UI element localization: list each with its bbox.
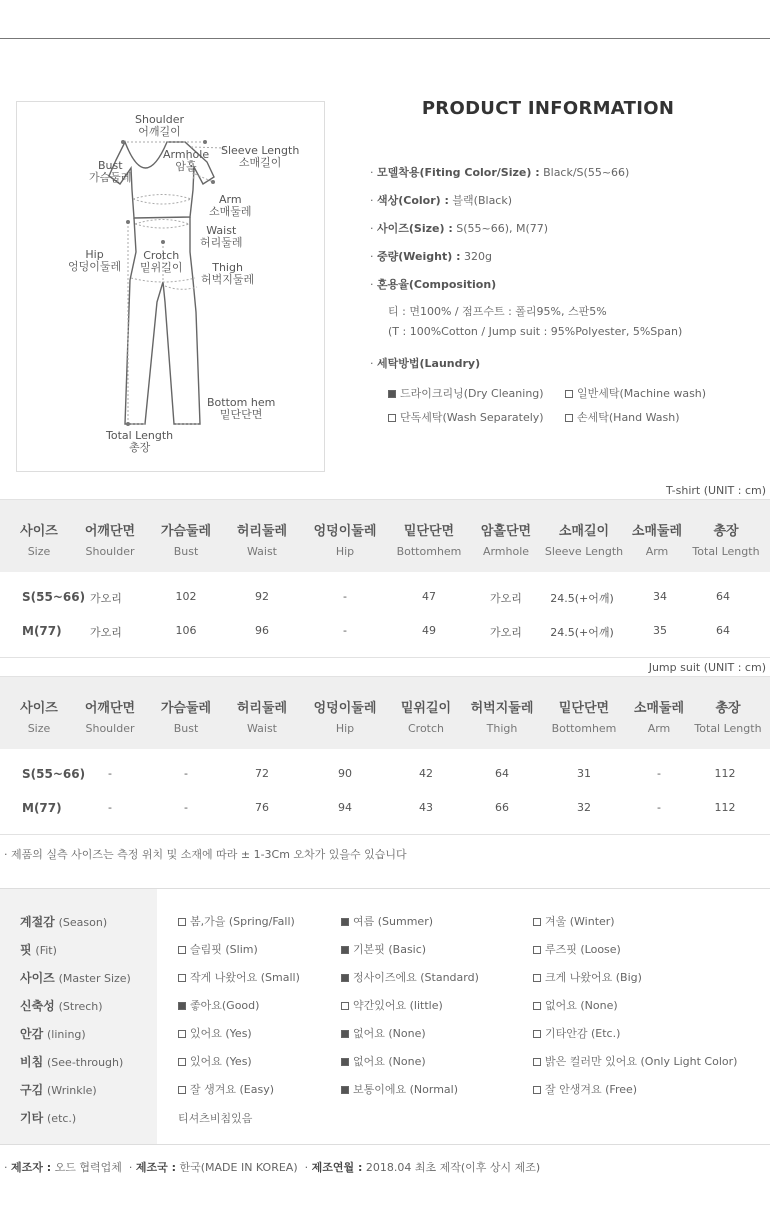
fit-option: 좋아요(Good): [178, 997, 259, 1013]
fit-option: 약간있어요 (little): [341, 997, 443, 1013]
cell: 43: [419, 801, 433, 814]
label-total-length: Total Length 총장: [106, 429, 174, 454]
cell: -: [108, 801, 112, 814]
laundry-row: · 세탁방법(Laundry): [370, 357, 481, 370]
cell: -: [343, 590, 347, 603]
fit-option: 없어요 (None): [341, 1025, 426, 1041]
checkbox-empty-icon: [341, 1002, 349, 1010]
weight-row: · 중량(Weight) : 320g: [370, 250, 492, 263]
cell: 96: [255, 624, 269, 637]
fit-option: 봄,가을 (Spring/Fall): [178, 913, 295, 929]
jumpsuit-unit-label: Jump suit (UNIT : cm): [648, 661, 766, 674]
fit-option: 크게 나왔어요 (Big): [533, 969, 642, 985]
cell: 64: [716, 624, 730, 637]
manufacturer-info: · 제조자 : 오드 협력업체 · 제조국 : 한국(MADE IN KOREA) · 제조연월 : 2018.04 최초 제작(이후 상시 제조): [4, 1161, 541, 1174]
checkbox-empty-icon: [533, 1002, 541, 1010]
cell: 31: [577, 767, 591, 780]
laundry-dry-cleaning: 드라이크리닝(Dry Cleaning): [388, 385, 544, 401]
fit-option: 겨울 (Winter): [533, 913, 615, 929]
checkbox-empty-icon: [533, 1086, 541, 1094]
checkbox-empty-icon: [533, 918, 541, 926]
fit-option: 루즈핏 (Loose): [533, 941, 621, 957]
cell: 32: [577, 801, 591, 814]
cell: 49: [422, 624, 436, 637]
cell: 64: [495, 767, 509, 780]
col-thigh: 허벅지둘레 Thigh: [470, 701, 534, 735]
cell: 106: [175, 624, 197, 637]
tshirt-unit-label: T-shirt (UNIT : cm): [665, 484, 766, 497]
size-note: · 제품의 실측 사이즈는 측정 위치 및 소재에 따라 ± 1-3Cm 오차가 있을수 있습니다: [4, 848, 407, 861]
model-fitting-row: · 모델착용(Fiting Color/Size) : Black/S(55~66): [370, 166, 630, 179]
cell: 76: [255, 801, 269, 814]
cell-size: S(55~66): [22, 590, 86, 604]
col-bust: 가슴둘레 Bust: [160, 524, 212, 558]
col-waist: 허리둘레 Waist: [236, 524, 288, 558]
fit-option: 보통이에요 (Normal): [341, 1081, 458, 1097]
col-total-length: 총장 Total Length: [694, 701, 762, 735]
cell: 66: [495, 801, 509, 814]
tshirt-table-header: [0, 500, 770, 572]
cell: -: [108, 767, 112, 780]
fit-option: 기본핏 (Basic): [341, 941, 426, 957]
fit-option: 정사이즈에요 (Standard): [341, 969, 479, 985]
checkbox-empty-icon: [565, 414, 573, 422]
fit-etc-text: 티셔츠비침있음: [178, 1112, 253, 1125]
label-thigh: Thigh 허벅지둘레: [201, 261, 255, 286]
col-total-length: 총장 Total Length: [692, 524, 760, 558]
cell: 64: [716, 590, 730, 603]
checkbox-checked-icon: [341, 946, 349, 954]
size-row: · 사이즈(Size) : S(55~66), M(77): [370, 222, 549, 235]
checkbox-empty-icon: [178, 1086, 186, 1094]
cell: 35: [653, 624, 667, 637]
fit-option: 여름 (Summer): [341, 913, 433, 929]
fit-option: 있어요 (Yes): [178, 1053, 252, 1069]
col-waist: 허리둘레 Waist: [236, 701, 288, 735]
cell: 가오리: [90, 592, 122, 605]
cell: 가오리: [490, 626, 522, 639]
cell: -: [657, 801, 661, 814]
label-sleeve-length: Sleeve Length 소매길이: [221, 144, 300, 169]
cell: 92: [255, 590, 269, 603]
col-size: 사이즈 Size: [20, 524, 58, 558]
fit-option: 있어요 (Yes): [178, 1025, 252, 1041]
label-armhole: Armhole 암홀: [163, 148, 210, 173]
cell: 47: [422, 590, 436, 603]
cell: 34: [653, 590, 667, 603]
fit-label-stretch: 신축성 (Strech): [20, 999, 103, 1013]
col-hip: 엉덩이둘레 Hip: [313, 701, 377, 735]
checkbox-empty-icon: [178, 1030, 186, 1038]
cell: -: [657, 767, 661, 780]
cell-size: M(77): [22, 624, 62, 638]
checkbox-empty-icon: [533, 974, 541, 982]
checkbox-empty-icon: [178, 918, 186, 926]
fit-option: 밝은 컬러만 있어요 (Only Light Color): [533, 1053, 737, 1069]
label-bottom-hem: Bottom hem 밑단단면: [207, 396, 276, 421]
cell: 가오리: [490, 592, 522, 605]
cell: -: [184, 767, 188, 780]
fit-option: 없어요 (None): [341, 1053, 426, 1069]
cell-size: S(55~66): [22, 767, 86, 781]
label-waist: Waist 허리둘레: [200, 224, 243, 249]
fit-label-etc: 기타 (etc.): [20, 1111, 77, 1125]
fit-label-lining: 안감 (lining): [20, 1027, 86, 1041]
fit-option: 작게 나왔어요 (Small): [178, 969, 300, 985]
top-divider: [0, 38, 770, 39]
label-arm: Arm 소매둘레: [209, 193, 252, 218]
cell: -: [343, 624, 347, 637]
cell: 102: [175, 590, 197, 603]
composition-en: (T : 100%Cotton / Jump suit : 95%Polyester, 5%Span): [388, 325, 683, 338]
col-crotch: 밑위길이 Crotch: [400, 701, 452, 735]
laundry-hand-wash: 손세탁(Hand Wash): [565, 409, 680, 425]
cell: 90: [338, 767, 352, 780]
col-hip: 엉덩이둘레 Hip: [313, 524, 377, 558]
label-crotch: Crotch 밑위길이: [140, 249, 183, 274]
composition-ko: 티 : 면100% / 점프수트 : 폴리95%, 스판5%: [388, 305, 607, 318]
fit-label-master-size: 사이즈 (Master Size): [20, 971, 131, 985]
cell: 72: [255, 767, 269, 780]
fit-label-see-through: 비침 (See-through): [20, 1055, 124, 1069]
jumpsuit-table-header: [0, 677, 770, 749]
divider: [0, 657, 770, 658]
fit-option: 없어요 (None): [533, 997, 618, 1013]
col-arm: 소매둘레 Arm: [631, 524, 683, 558]
checkbox-empty-icon: [533, 1058, 541, 1066]
col-size: 사이즈 Size: [20, 701, 58, 735]
col-bust: 가슴둘레 Bust: [160, 701, 212, 735]
checkbox-empty-icon: [533, 946, 541, 954]
col-arm: 소매둘레 Arm: [633, 701, 685, 735]
cell: -: [184, 801, 188, 814]
checkbox-empty-icon: [533, 1030, 541, 1038]
checkbox-checked-icon: [341, 1030, 349, 1038]
cell: 112: [714, 767, 736, 780]
label-shoulder: Shoulder 어깨길이: [135, 113, 184, 138]
checkbox-checked-icon: [341, 918, 349, 926]
composition-row: · 혼용율(Composition): [370, 278, 497, 291]
col-shoulder: 어깨단면 Shoulder: [84, 524, 136, 558]
checkbox-checked-icon: [341, 1086, 349, 1094]
checkbox-empty-icon: [178, 1058, 186, 1066]
fit-label-wrinkle: 구김 (Wrinkle): [20, 1083, 97, 1097]
cell: 가오리: [90, 626, 122, 639]
label-hip: Hip 엉덩이둘레: [68, 248, 122, 273]
cell: 24.5(+어깨): [550, 592, 614, 605]
cell: 94: [338, 801, 352, 814]
checkbox-checked-icon: [341, 974, 349, 982]
col-bottomhem: 밑단단면 Bottomhem: [396, 524, 462, 558]
col-armhole: 암홀단면 Armhole: [480, 524, 532, 558]
divider: [0, 1144, 770, 1145]
checkbox-empty-icon: [178, 974, 186, 982]
fit-label-fit: 핏 (Fit): [20, 943, 57, 957]
fit-option: 잘 생겨요 (Easy): [178, 1081, 274, 1097]
checkbox-checked-icon: [341, 1058, 349, 1066]
cell-size: M(77): [22, 801, 62, 815]
checkbox-empty-icon: [178, 946, 186, 954]
checkbox-empty-icon: [388, 414, 396, 422]
laundry-wash-separately: 단독세탁(Wash Separately): [388, 409, 544, 425]
checkbox-empty-icon: [565, 390, 573, 398]
col-sleeve-length: 소매길이 Sleeve Length: [544, 524, 624, 558]
product-info-title: PRODUCT INFORMATION: [421, 98, 675, 119]
cell: 112: [714, 801, 736, 814]
checkbox-checked-icon: [178, 1002, 186, 1010]
laundry-machine-wash: 일반세탁(Machine wash): [565, 385, 706, 401]
cell: 42: [419, 767, 433, 780]
checkbox-checked-icon: [388, 390, 396, 398]
col-bottomhem: 밑단단면 Bottomhem: [551, 701, 617, 735]
label-bust: Bust 가슴둘레: [89, 159, 132, 184]
cell: 24.5(+어깨): [550, 626, 614, 639]
measurement-illustration: [16, 101, 325, 472]
fit-label-season: 계절감 (Season): [20, 915, 108, 929]
fit-option: 기타안감 (Etc.): [533, 1025, 620, 1041]
col-shoulder: 어깨단면 Shoulder: [84, 701, 136, 735]
fit-option: 슬림핏 (Slim): [178, 941, 258, 957]
divider: [0, 834, 770, 835]
fit-option: 잘 안생겨요 (Free): [533, 1081, 637, 1097]
color-row: · 색상(Color) : 블랙(Black): [370, 194, 513, 207]
